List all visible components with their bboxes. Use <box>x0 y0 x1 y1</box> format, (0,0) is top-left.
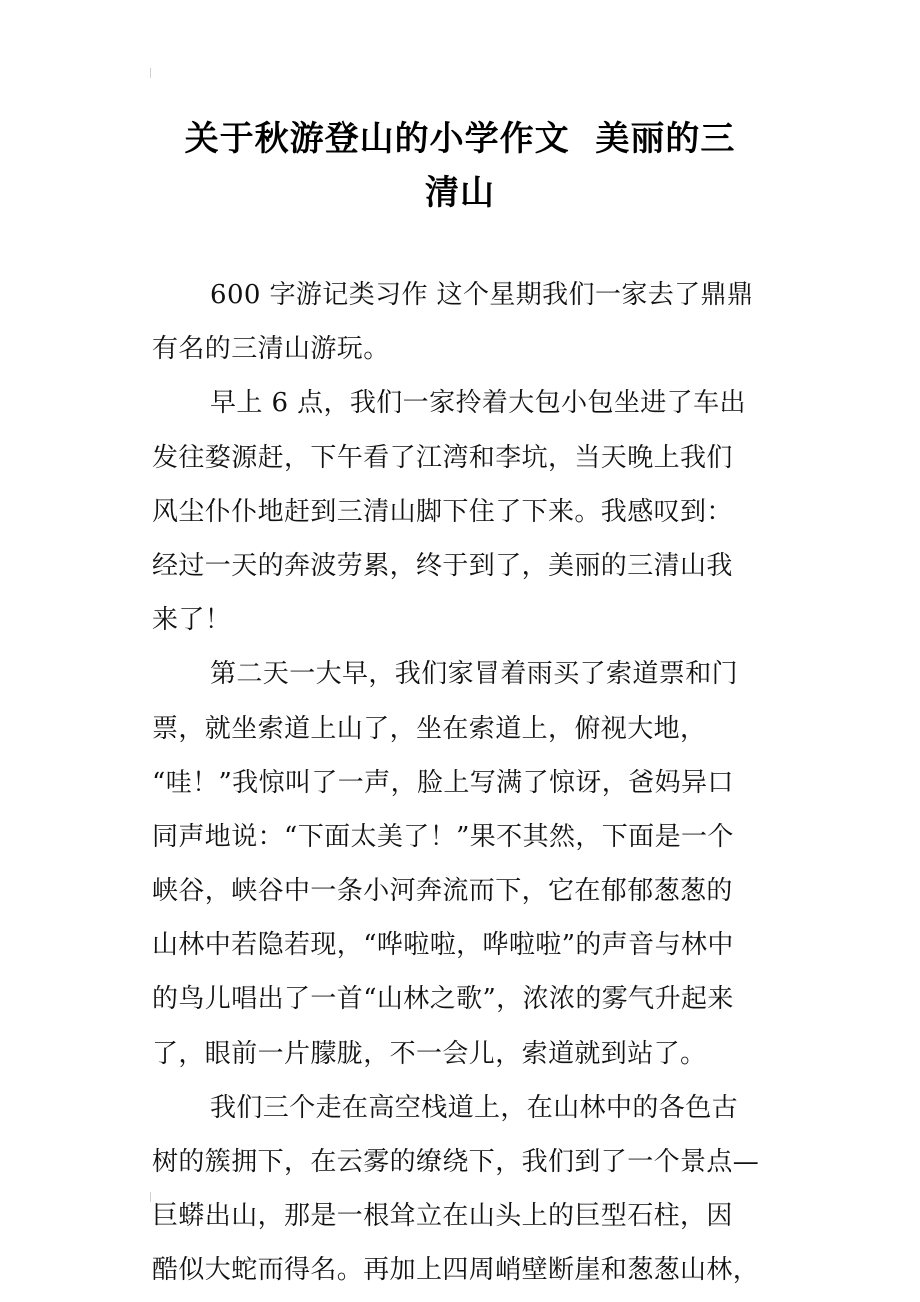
text-line: 风尘仆仆地赶到三清山脚下住了下来。我感叹到： <box>152 496 733 527</box>
page-corner-mark-top <box>150 68 155 78</box>
text-line: “哇！”我惊叫了一声，脸上写满了惊讶，爸妈异口 <box>152 767 734 798</box>
text-line: 的鸟儿唱出了一首“山林之歌”，浓浓的雾气升起来 <box>152 984 734 1015</box>
text-line: 发往婺源赶，下午看了江湾和李坑，当天晚上我们 <box>152 442 733 473</box>
text-line: 山林中若隐若现，“哗啦啦，哗啦啦”的声音与林中 <box>152 930 734 961</box>
text-line: 树的簇拥下，在云雾的缭绕下，我们到了一个景点— <box>152 1147 760 1177</box>
paragraph-2 <box>152 376 792 647</box>
text-line: 第二天一大早，我们家冒着雨买了索道票和门 <box>210 659 739 690</box>
text-line: 同声地说：“下面太美了！”果不其然，下面是一个 <box>152 821 734 852</box>
text-line: 峡谷，峡谷中一条小河奔流而下，它在郁郁葱葱的 <box>152 876 733 907</box>
text-line: 来了！ <box>152 605 232 636</box>
text-line: 600 字游记类习作 这个星期我们一家去了鼎鼎 <box>210 280 754 310</box>
paragraph-3 <box>152 647 792 1081</box>
text-line: 我们三个走在高空栈道上，在山林中的各色古 <box>210 1092 739 1123</box>
page-title <box>150 112 770 220</box>
text-line: 了，眼前一片朦胧，不一会儿，索道就到站了。 <box>152 1038 707 1069</box>
paragraph-1 <box>152 268 792 376</box>
paragraph-4 <box>152 1081 792 1298</box>
text-line: 酷似大蛇而得名。再加上四周峭壁断崖和葱葱山林， <box>152 1255 760 1286</box>
title-line: 关于秋游登山的小学作文 美丽的三 <box>184 119 736 159</box>
title-line: 清山 <box>425 173 495 213</box>
page-corner-mark-bottom <box>150 1192 155 1202</box>
text-line: 有名的三清山游玩。 <box>152 334 390 365</box>
text-line: 早上 6 点，我们一家拎着大包小包坐进了车出 <box>210 388 746 419</box>
text-line: 经过一天的奔波劳累，终于到了，美丽的三清山我 <box>152 550 733 581</box>
text-line: 票，就坐索道上山了，坐在索道上，俯视大地， <box>152 713 707 744</box>
essay-body <box>152 268 792 1298</box>
text-line: 巨蟒出山，那是一根耸立在山头上的巨型石柱，因 <box>152 1201 733 1232</box>
